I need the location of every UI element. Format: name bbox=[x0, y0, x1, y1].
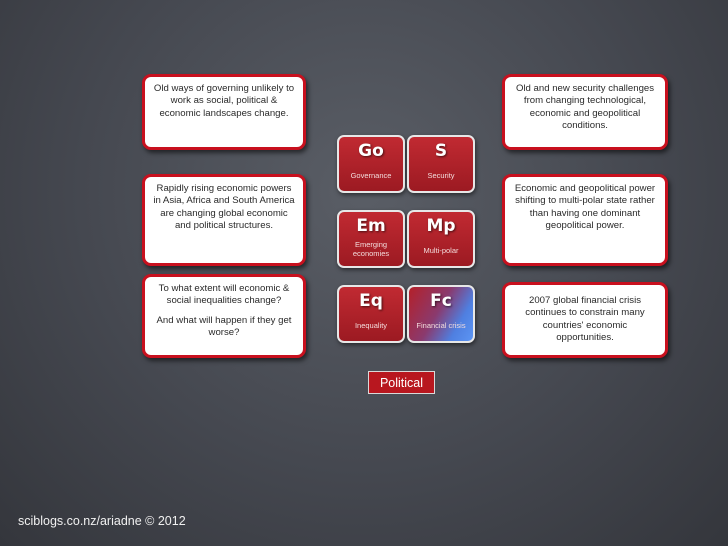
tile-multi-polar bbox=[407, 210, 475, 268]
tile-financial-crisis bbox=[407, 285, 475, 343]
tile-inequality bbox=[337, 285, 405, 343]
tile-symbol: Eq bbox=[359, 291, 383, 311]
note-text: Old and new security challenges from changing technological, economic and geopolitical conditions. bbox=[515, 83, 655, 132]
tile-symbol: Mp bbox=[426, 216, 456, 236]
note-multi-polar bbox=[502, 174, 668, 266]
tile-caption: Security bbox=[427, 171, 455, 180]
note-text: Rapidly rising economic powers in Asia, Africa and South America are changing global economic and political structures. bbox=[153, 183, 295, 232]
note-text: To what extent will economic & social inequalities change? bbox=[158, 283, 290, 307]
note-text: 2007 global financial crisis continues to constrain many countries' economic opportunities. bbox=[525, 295, 645, 344]
tile-caption: Multi-polar bbox=[423, 246, 459, 255]
tile-caption: Financial crisis bbox=[416, 321, 466, 330]
note-text: Economic and geopolitical power shifting to multi-polar state rather than having one dominant geopolitical power. bbox=[514, 183, 656, 232]
note-financial-crisis bbox=[502, 282, 668, 358]
tile-symbol: S bbox=[434, 141, 448, 161]
tile-emerging-economies bbox=[337, 210, 405, 268]
category-label: Political bbox=[368, 371, 435, 394]
note-governance bbox=[142, 74, 306, 150]
note-text: And what will happen if they get worse? bbox=[156, 314, 292, 339]
tile-caption: Emerging economies bbox=[352, 240, 390, 258]
tile-symbol: Em bbox=[356, 216, 386, 236]
tile-symbol: Go bbox=[358, 141, 384, 161]
note-inequality bbox=[142, 274, 306, 358]
tile-security bbox=[407, 135, 475, 193]
tile-caption: Inequality bbox=[354, 321, 388, 330]
footer-credit: sciblogs.co.nz/ariadne © 2012 bbox=[18, 514, 186, 528]
tile-caption: Governance bbox=[350, 171, 392, 180]
tile-symbol: Fc bbox=[430, 291, 452, 311]
tile-governance bbox=[337, 135, 405, 193]
note-text: Old ways of governing unlikely to work as social, political & economic landscapes change. bbox=[153, 83, 295, 119]
note-security bbox=[502, 74, 668, 150]
note-emerging-economies bbox=[142, 174, 306, 266]
